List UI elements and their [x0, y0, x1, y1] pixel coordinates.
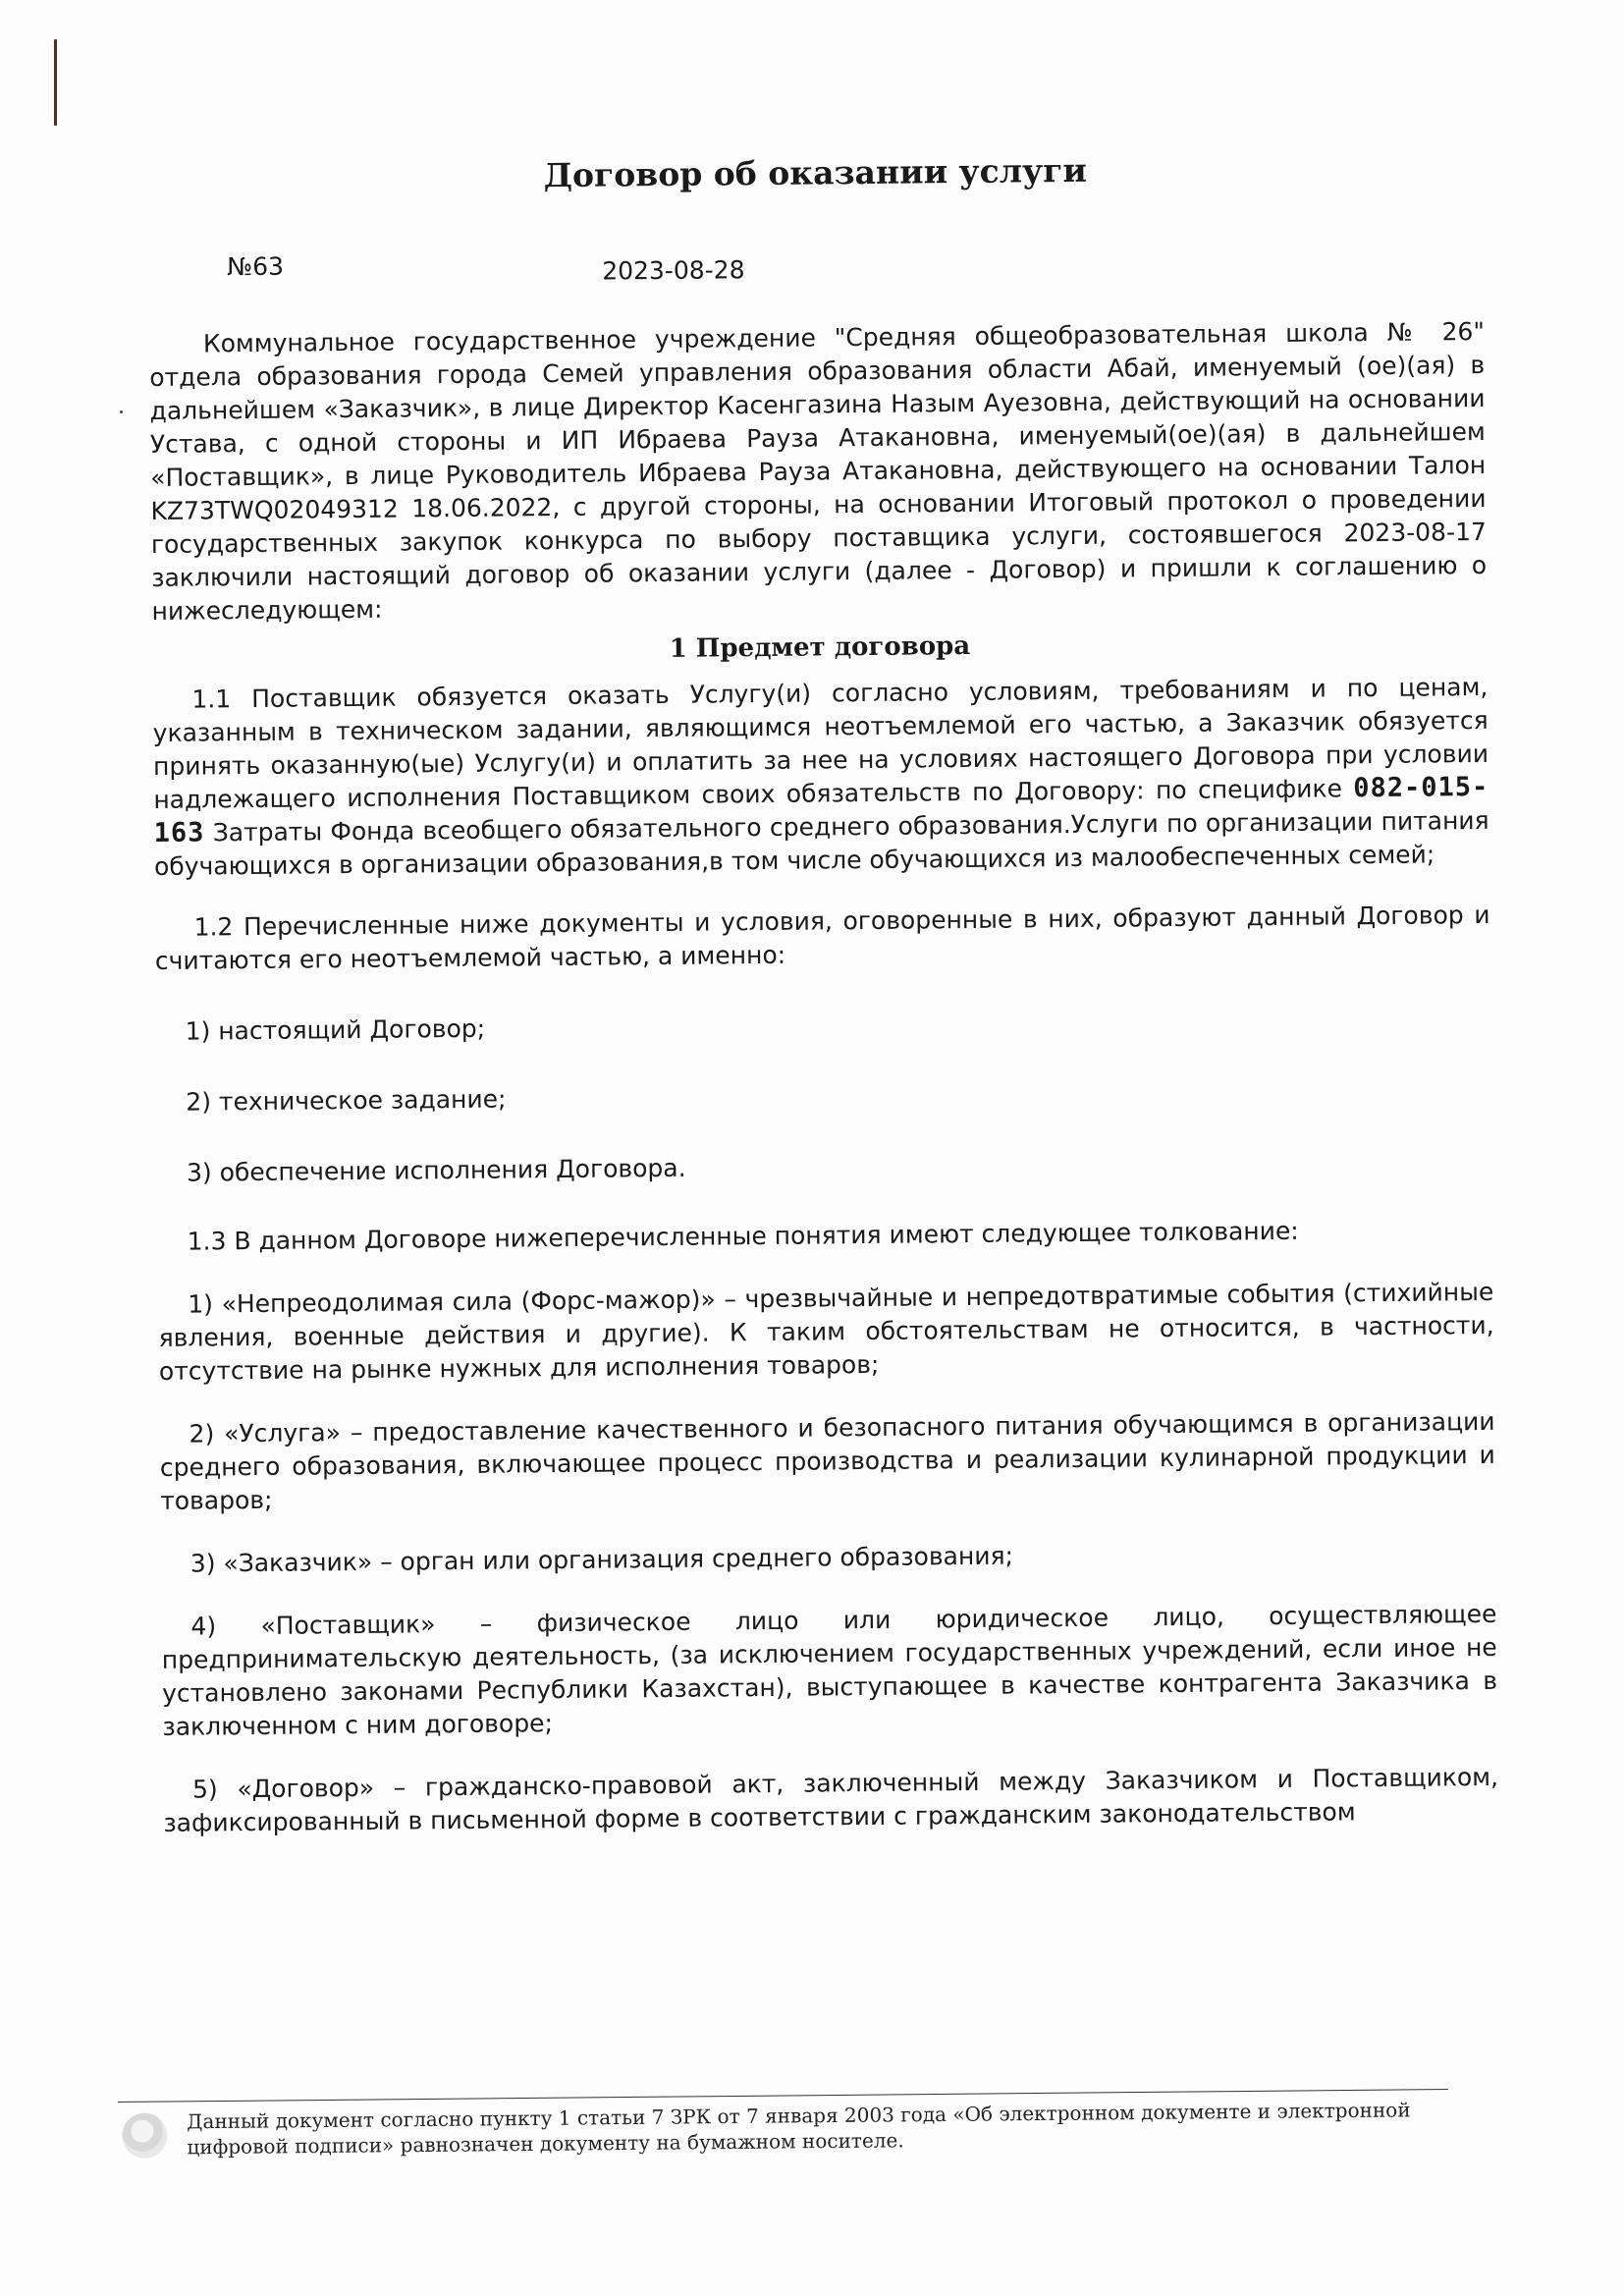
footer — [118, 2089, 1453, 2159]
definition-item: 1) «Непреодолимая сила (Форс-мажор)» – чрезвычайные и непредотвратимые события (стихийные явления, военные действия и другие). К таким обстоятельствам не относится, в частности, отсутствие на рынке нужных для исполнения товаров; — [158, 1277, 1494, 1386]
definition-item: 4) «Поставщик» – физическое лицо или юридическое лицо, осуществляющее предпринимательскую деятельность, (за исключением государственных учреждений, если иное не установлено законами Республики Казахстан), выступающее в качестве контрагента Заказчика в заключенном с ним договоре; — [161, 1599, 1498, 1741]
document-list-item: 2) техническое задание; — [186, 1084, 507, 1117]
document-list-item: 3) обеспечение исполнения Договора. — [186, 1153, 686, 1187]
section-1-title: 1 Предмет договора — [669, 630, 971, 664]
contract-meta — [148, 241, 1485, 322]
contract-number: №63 — [227, 251, 285, 282]
clause-1-2: 1.2 Перечисленные ниже документы и условия, оговоренные в них, образуют данный Договор и считаются его неотъемлемой частью, а именно: — [154, 900, 1490, 975]
clause-1-1-text-end: Затраты Фонда всеобщего обязательного среднего образования.Услуги по организации питания обучающихся в организации образования,в том числе обучающихся из малообеспеченных семей; — [153, 805, 1489, 881]
clause-1-1 — [152, 671, 1489, 884]
intro-paragraph: Коммунальное государственное учреждение "Средняя общеобразовательная школа № 26" отдела образования города Семей управления образования области Абай, именуемый (ое)(ая) в дальнейшем «Заказчик», в лице Директор Касенгазина Назым Ауезовна, действующий на основании Устава, с одной стороны и ИП Ибраева Рауза Атакановна, именуемый(ое)(ая) в дальнейшем «Поставщик», в лице Руководитель Ибраева Рауза Атакановна, действующего на основании Талон KZ73TWQ02049312 18.06.2022, с другой стороны, на основании Итоговый протокол о проведении государственных закупок конкурса по выбору поставщика услуги, состоявшегося 2023-08-17 заключили настоящий договор об оказании услуги (далее - Договор) и пришли к соглашению о нижеследующем: — [149, 316, 1488, 626]
budget-code: 082-015-163 — [153, 771, 1489, 848]
margin-pen-mark — [54, 39, 57, 126]
e-signature-logo-icon — [122, 2113, 167, 2159]
definition-item: 5) «Договор» – гражданско-правовой акт, заключенный между Заказчиком и Поставщиком, зафиксированный в письменной форме в соответствии с гражданским законодательством — [163, 1762, 1499, 1837]
clause-1-3: 1.3 В данном Договоре нижеперечисленные понятия имеют следующее толкование: — [187, 1216, 1299, 1256]
contract-date: 2023-08-28 — [602, 255, 745, 286]
document-title: Договор об оказании услуги — [543, 150, 1088, 195]
definition-item: 3) «Заказчик» – орган или организация среднего образования; — [189, 1541, 1014, 1578]
footer-notice: Данный документ согласно пункту 1 статьи 7 ЗРК от 7 января 2003 года «Об электронном документе и электронной цифровой подписи» равнозначен документу на бумажном носителе. — [187, 2098, 1411, 2159]
document-body — [147, 135, 1498, 1840]
clause-1-1-text-start: 1.1 Поставщик обязуется оказать Услугу(и) согласно условиям, требованиям и по ценам, указанным в техническом задании, являющимся неотъемлемой его частью, а Заказчик обязуется принять оказанную(ые) Услугу(и) и оплатить за нее на условиях настоящего Договора при условии надлежащего исполнения Поставщиком своих обязательств по Договору: по специфике — [152, 672, 1489, 814]
document-list-item: 1) настоящий Договор; — [185, 1013, 486, 1046]
definition-item: 2) «Услуга» – предоставление качественного и безопасного питания обучающимся в организации среднего образования, включающее процесс производства и реализации кулинарной продукции и товаров; — [159, 1406, 1495, 1515]
margin-dot — [120, 410, 123, 413]
